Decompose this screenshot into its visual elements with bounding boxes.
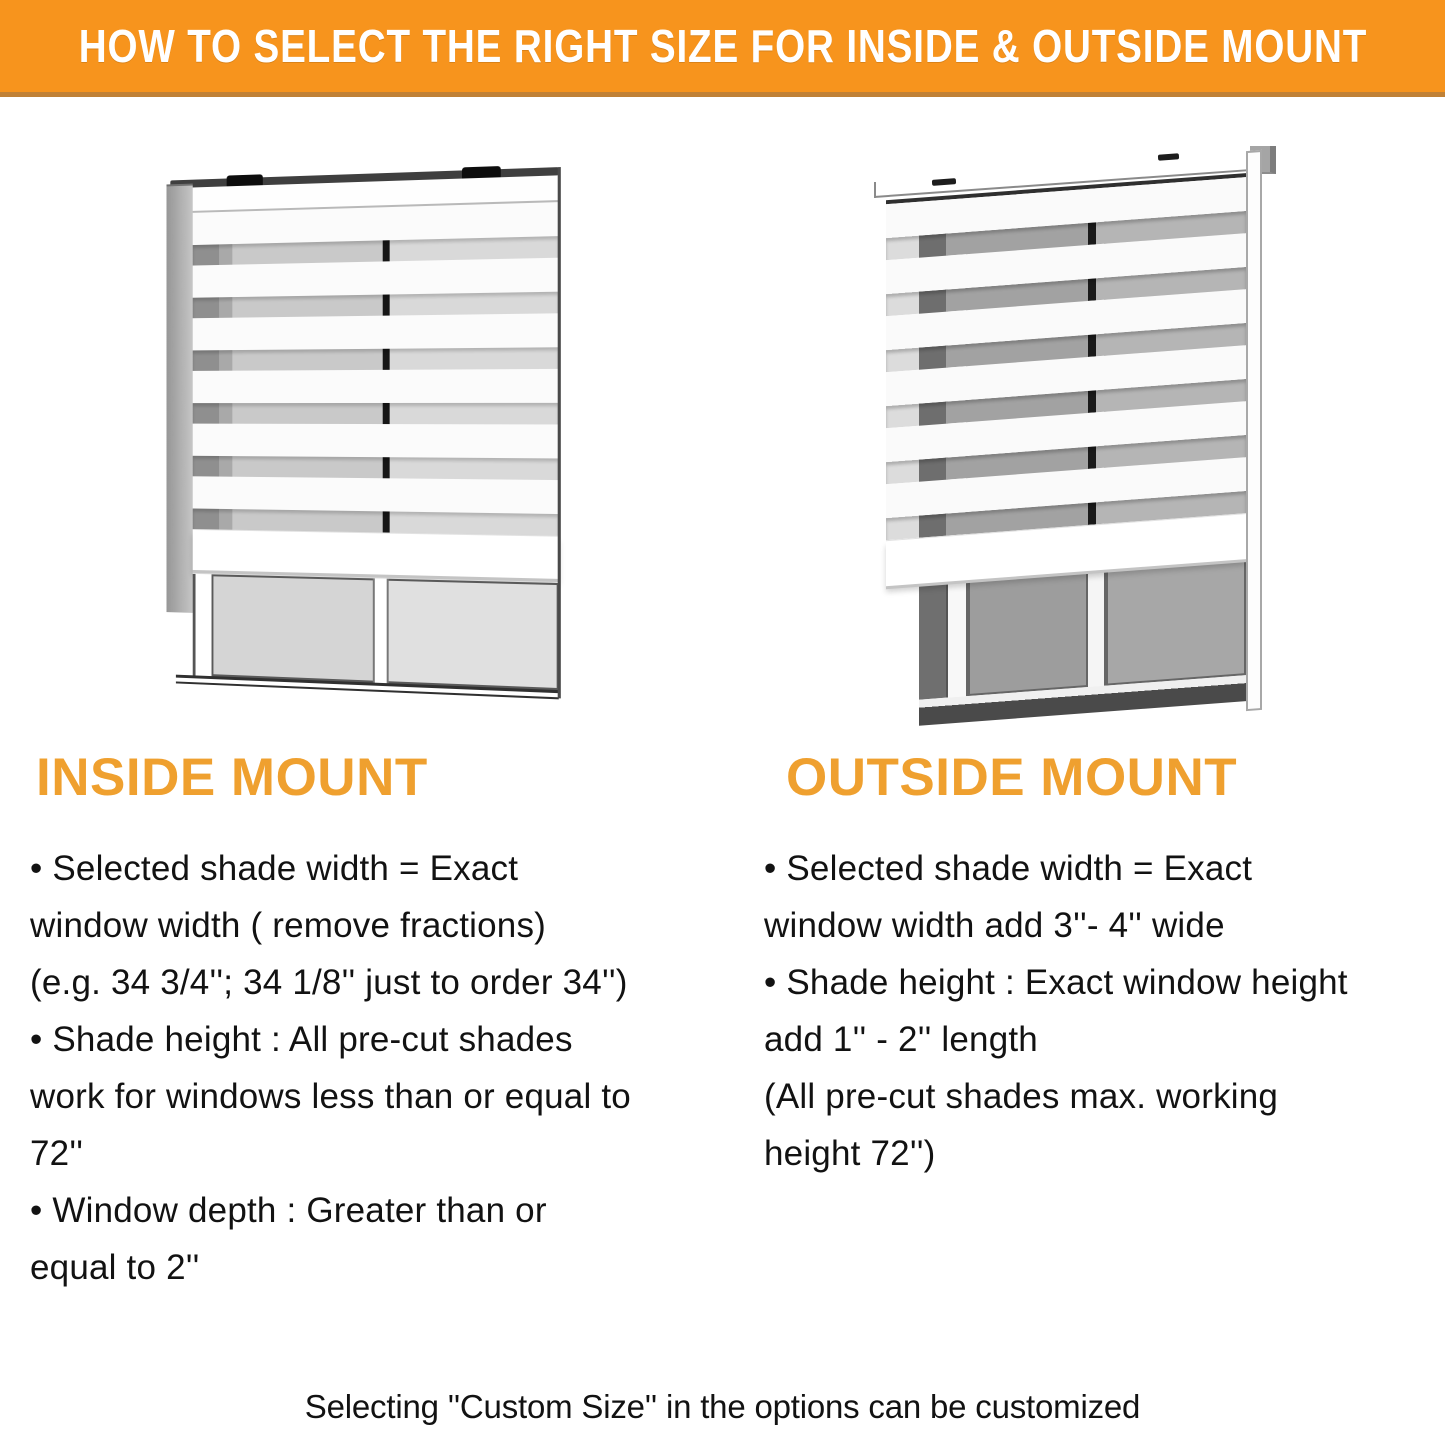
window-frame-left xyxy=(193,574,212,676)
note-line: window width add 3''- 4'' wide xyxy=(764,906,1225,945)
window-jamb xyxy=(167,184,193,613)
window-glass-left xyxy=(212,574,373,682)
inside-window-perspective xyxy=(167,142,561,719)
note-line: add 1'' - 2'' length xyxy=(764,1020,1038,1059)
note-line: • Selected shade width = Exact xyxy=(30,849,519,888)
shade-side-channel xyxy=(1246,150,1262,711)
shade-band-sheer xyxy=(193,347,559,371)
banner-title: HOW TO SELECT THE RIGHT SIZE FOR INSIDE & OUTSIDE MOUNT xyxy=(78,20,1367,72)
note-line: 72'' xyxy=(30,1134,84,1173)
shade-band-solid xyxy=(193,313,559,350)
outside-mount-illustration xyxy=(862,140,1292,760)
shade-band-solid xyxy=(193,369,559,403)
inside-mount-notes xyxy=(30,840,715,1296)
zebra-shade-fabric xyxy=(886,173,1246,586)
outside-window-skew-plane xyxy=(862,108,1282,755)
footer-note: Selecting ''Custom Size'' in the options can be customized xyxy=(304,1388,1141,1425)
note-line: • Shade height : Exact window height xyxy=(764,963,1348,1002)
header-banner xyxy=(0,0,1445,97)
note-line: • Shade height : All pre-cut shades xyxy=(30,1020,573,1059)
note-line: height 72'') xyxy=(764,1134,936,1173)
note-line: (e.g. 34 3/4''; 34 1/8'' just to order 34'') xyxy=(30,963,628,1002)
outside-mount-heading: OUTSIDE MOUNT xyxy=(786,748,1238,807)
shade-band-sheer xyxy=(193,403,559,425)
inside-mount-illustration xyxy=(158,150,558,725)
window-lower-section xyxy=(193,574,559,690)
note-line: • Window depth : Greater than or xyxy=(30,1191,547,1230)
note-line: equal to 2'' xyxy=(30,1248,200,1287)
note-line: work for windows less than or equal to xyxy=(30,1077,631,1116)
zebra-shade-fabric xyxy=(193,202,559,579)
note-line: window width ( remove fractions) xyxy=(30,906,547,945)
outside-mount-notes xyxy=(764,840,1445,1182)
window-center-mullion xyxy=(373,578,389,683)
inside-mount-heading: INSIDE MOUNT xyxy=(36,748,428,807)
window-frame-right-edge xyxy=(558,167,561,698)
window-glass-right xyxy=(389,579,559,690)
note-line: (All pre-cut shades max. working xyxy=(764,1077,1279,1116)
note-line: • Selected shade width = Exact xyxy=(764,849,1253,888)
shade-bottom-rail xyxy=(193,529,559,579)
shade-band-solid xyxy=(193,424,559,459)
